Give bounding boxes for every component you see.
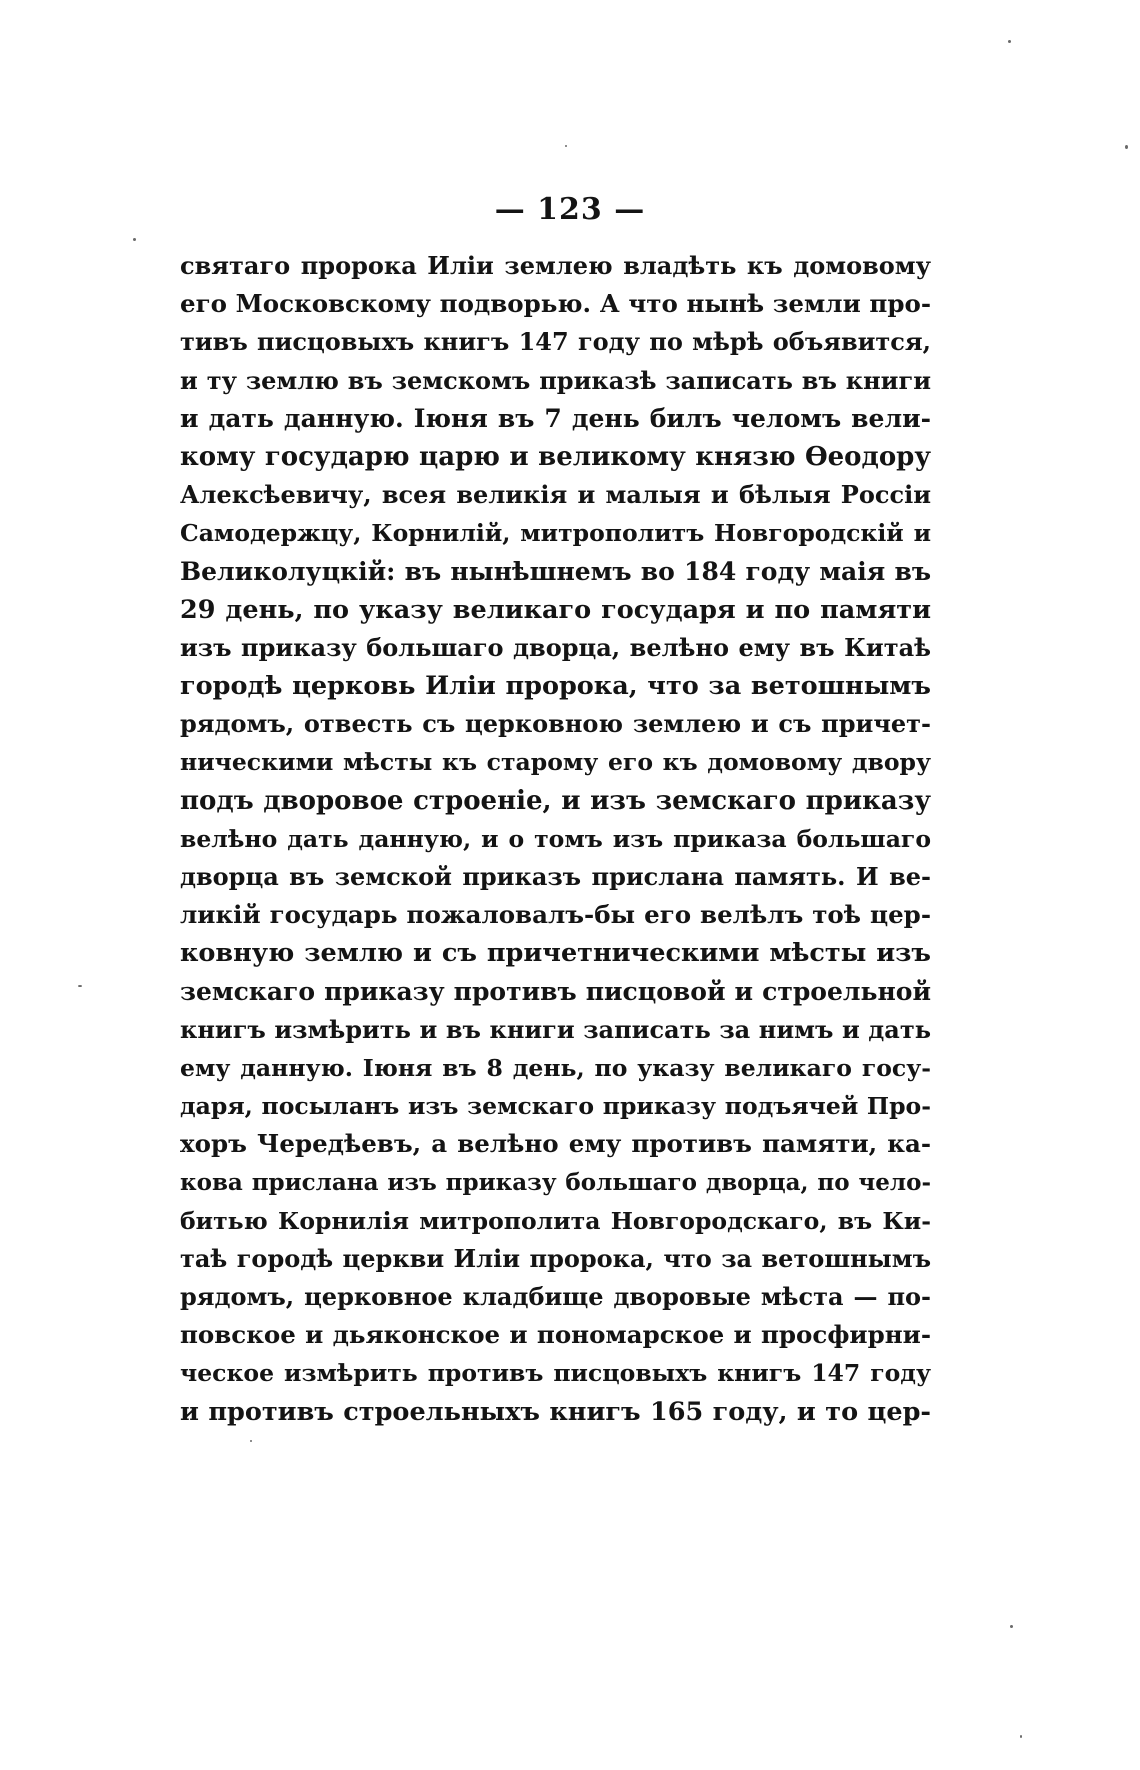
text-line-13: рядомъ, отвесть съ церковною землею и съ причет- [180,709,931,739]
text-line-27: таѣ городѣ церкви Илiи пророка, что за ветошнымъ [180,1243,931,1273]
text-line-11: изъ приказу большаго дворца, велѣно ему въ Китаѣ [180,632,931,662]
scan-speck [1008,40,1011,43]
text-line-26: битью Корнилiя митрополита Новгородскаго, въ Ки- [180,1206,931,1235]
scan-speck [1125,145,1128,149]
text-line-10: 29 день, по указу великаго государя и по памяти [180,594,931,625]
text-line-7: Алексѣевичу, всея великiя и малыя и бѣлыя Россiи [180,480,931,510]
text-line-6: кому государю царю и великому князю Ѳеодору [180,441,931,472]
scan-speck [1020,1735,1022,1738]
text-line-23: даря, посыланъ изъ земскаго приказу подъячей Про- [180,1092,931,1121]
text-line-5: и дать данную. Iюня въ 7 день билъ челомъ вели- [180,403,931,433]
text-line-4: и ту землю въ земскомъ приказѣ записать въ книги [180,365,931,395]
text-line-24: хоръ Чередѣевъ, а велѣно ему противъ памяти, ка- [180,1129,931,1159]
text-line-3: тивъ писцовыхъ книгъ 147 году по мѣрѣ объявится, [180,327,931,357]
text-line-15: подъ дворовое строенiе, и изъ земскаго приказу [180,785,931,816]
text-line-18: ликiй государь пожаловалъ-бы его велѣлъ тоѣ цер- [180,900,931,930]
text-line-12: городѣ церковь Илiи пророка, что за ветошнымъ [180,671,931,702]
scan-speck [133,238,136,241]
text-line-9: Великолуцкiй: въ нынѣшнемъ во 184 году маiя въ [180,556,931,586]
text-line-2: его Московскому подворью. А что нынѣ земли про- [180,289,931,319]
body-text [180,247,931,1431]
text-line-1: святаго пророка Илiи землею владѣть къ домовому [180,251,931,280]
page-number: — 123 — [494,192,646,227]
text-line-16: велѣно дать данную, и о томъ изъ приказа большаго [180,824,931,853]
text-line-28: рядомъ, церковное кладбище дворовые мѣста — по- [180,1282,931,1312]
text-line-30: ческое измѣрить противъ писцовыхъ книгъ 147 году [180,1359,931,1388]
scan-speck [250,1440,252,1442]
text-line-22: ему данную. Iюня въ 8 день, по указу великаго госу- [180,1053,931,1082]
scan-speck [78,985,82,987]
text-line-21: книгъ измѣрить и въ книги записать за нимъ и дать [180,1014,931,1044]
text-line-19: ковную землю и съ причетническими мѣсты изъ [180,938,931,969]
text-line-20: земскаго приказу противъ писцовой и строельной [180,976,931,1006]
text-line-14: ническими мѣсты къ старому его къ домовому двору [180,748,931,777]
text-line-31: и противъ строельныхъ книгъ 165 году, и то цер- [180,1396,931,1427]
text-line-25: кова прислана изъ приказу большаго дворца, по чело- [180,1168,931,1196]
text-line-8: Самодержцу, Корнилiй, митрополитъ Новгородскiй и [180,519,931,548]
scan-speck [1010,1625,1013,1628]
text-line-17: дворца въ земской приказъ прислана память. И ве- [180,862,931,891]
scan-speck [565,145,567,147]
text-line-29: повское и дьяконское и пономарское и просфирни- [180,1320,931,1350]
